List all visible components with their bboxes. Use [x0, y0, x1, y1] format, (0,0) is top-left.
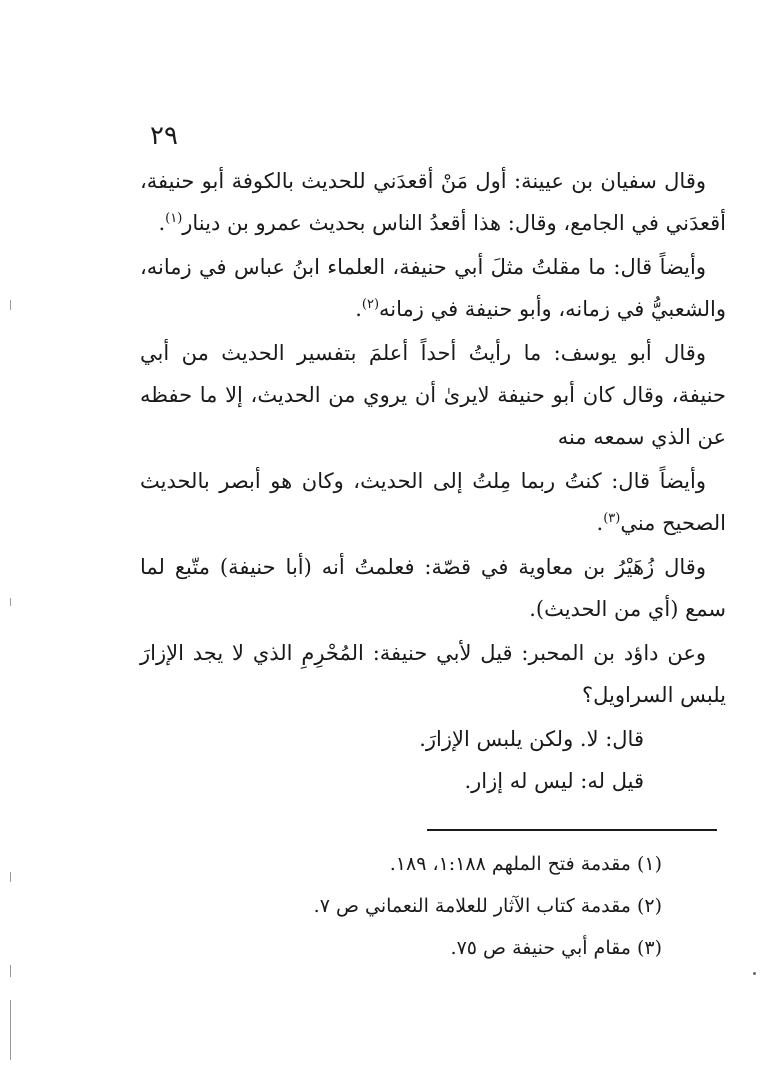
paragraph-text: وأيضاً قال: كنتُ ربما مِلتُ إلى الحديث، وكان هو أبصر بالحديث الصحيح مني [140, 469, 726, 535]
scan-speck [753, 972, 756, 975]
dialogue-line: قال: لا. ولكن يلبس الإزارَ. [419, 727, 644, 751]
footnote-divider [427, 829, 717, 831]
main-text [140, 160, 726, 802]
paragraph-text: وقال زُهَيْرُ بن معاوية في قصّة: فعلمتُ أنه (أبا حنيفة) متّبع لما سمع (أي من الحديث). [140, 555, 726, 621]
scan-edge-mark [10, 965, 11, 977]
paragraph [140, 160, 726, 244]
paragraph [140, 246, 726, 330]
footnote-ref: (٢) [361, 297, 380, 312]
dialogue-line: قيل له: ليس له إزار. [464, 769, 644, 793]
paragraph-text: وقال سفيان بن عيينة: أول مَنْ أقعدَني للحديث بالكوفة أبو حنيفة، أقعدَني في الجامع، وقال: هذا أقعدُ الناس بحديث عمرو بن دينار [140, 169, 726, 235]
paragraph-end: . [355, 297, 362, 321]
paragraph [140, 332, 726, 458]
scan-edge-mark [10, 598, 11, 606]
footnote-item: (٢) مقدمة كتاب الآثار للعلامة النعماني ص ٧. [313, 895, 662, 917]
footnotes [220, 843, 662, 969]
paragraph-text: وقال أبو يوسف: ما رأيتُ أحداً أعلمَ بتفسير الحديث من أبي حنيفة، وقال كان أبو حنيفة لايرىٰ أن يروي من الحديث، إلا ما حفظه عن الذي سمعه منه [140, 341, 726, 449]
scan-edge-mark [10, 1000, 11, 1060]
paragraph-text: وأيضاً قال: ما مقلتُ مثلَ أبي حنيفة، العلماء ابنُ عباس في زمانه، والشعبيُّ في زمانه، وأبو حنيفة في زمانه [140, 255, 726, 321]
footnote-item: (٣) مقام أبي حنيفة ص ٧٥. [450, 937, 662, 959]
footnote-item: (١) مقدمة فتح الملهم ١:١٨٨، ١٨٩. [389, 853, 662, 875]
paragraph [140, 460, 726, 544]
paragraph [140, 632, 726, 716]
paragraph-end: . [158, 211, 166, 235]
scan-edge-mark [10, 300, 11, 310]
page-number: ٢٩ [150, 121, 178, 151]
paragraph [140, 546, 726, 630]
footnote-ref: (١) [165, 211, 183, 226]
footnote-ref: (٣) [603, 511, 621, 526]
scan-edge-mark [10, 872, 11, 882]
paragraph-text: وعن داؤد بن المحبر: قيل لأبي حنيفة: المُحْرِمِ الذي لا يجد الإزارَ يلبس السراويل؟ [140, 641, 726, 707]
paragraph-end: . [596, 511, 604, 535]
